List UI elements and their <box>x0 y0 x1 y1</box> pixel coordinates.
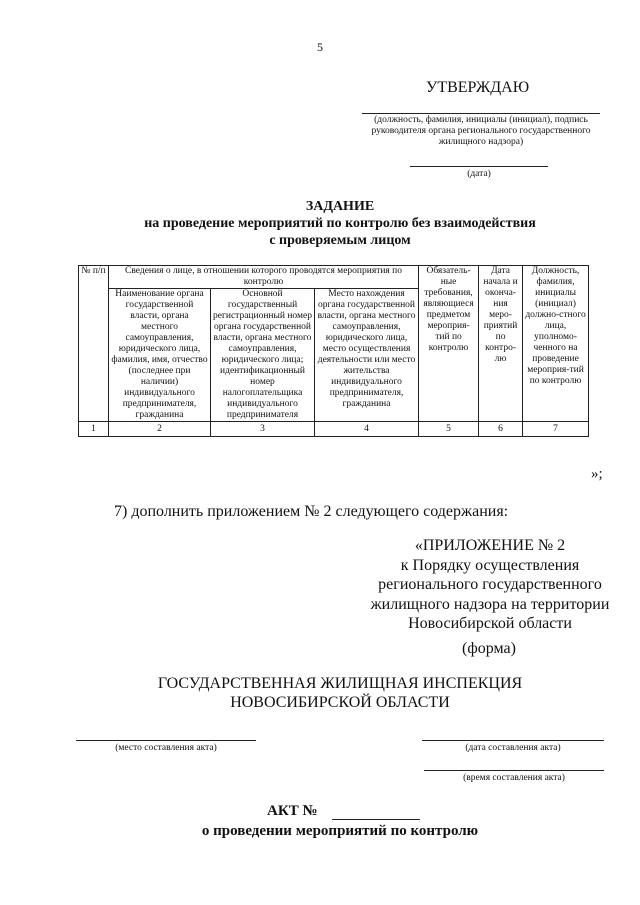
form-label: (форма) <box>462 640 516 657</box>
header-num: № п/п <box>79 266 109 422</box>
act-title: АКТ № <box>267 803 318 819</box>
col-number: 1 <box>79 422 109 437</box>
act-time-caption: (время составления акта) <box>463 773 565 783</box>
col-number: 4 <box>315 422 419 437</box>
col-number: 7 <box>523 422 589 437</box>
act-date-caption: (дата составления акта) <box>465 743 561 753</box>
subheader-registration: Основной государственный регистрационный номер органа государственной власти, органа местного самоуправления, юридического лица; идентификационный номер налогоплательщика индивидуального предпринимателя <box>211 289 315 422</box>
col-number: 6 <box>479 422 523 437</box>
appendix-title: «ПРИЛОЖЕНИЕ № 2 <box>414 537 566 554</box>
org-line-1: ГОСУДАРСТВЕННАЯ ЖИЛИЩНАЯ ИНСПЕКЦИЯ <box>157 675 523 692</box>
header-requirements: Обязатель-ные требования, являющиеся предметом мероприя-тий по контролю <box>419 266 479 422</box>
act-number-line <box>332 819 420 820</box>
header-info: Сведения о лице, в отношении которого проводятся мероприятия по контролю <box>109 266 419 289</box>
org-line-2: НОВОСИБИРСКОЙ ОБЛАСТИ <box>230 694 450 711</box>
header-official: Должность, фамилия, инициалы (инициал) должно-стного лица, уполномо-ченного на проведение мероприя-тий по контролю <box>523 266 589 422</box>
organization-name <box>100 674 580 712</box>
task-subtitle-1: на проведение мероприятий по контролю без взаимодействия <box>144 216 536 231</box>
table-header-row <box>79 266 589 289</box>
act-subtitle: о проведении мероприятий по контролю <box>201 823 479 839</box>
subheader-name: Наименование органа государственной власти, органа местного самоуправления, юридического лица, фамилия, имя, отчество (последнее при наличии) индивидуального предпринимателя, гражданина <box>109 289 211 422</box>
act-time-line <box>424 770 604 771</box>
date-line <box>410 166 548 167</box>
task-title: ЗАДАНИЕ <box>305 199 375 214</box>
col-number: 3 <box>211 422 315 437</box>
signature-line <box>362 113 600 114</box>
table-number-row <box>79 422 589 437</box>
appendix-line: Новосибирской области <box>408 615 572 632</box>
act-date-line <box>422 740 604 741</box>
act-place-caption: (место составления акта) <box>115 743 217 753</box>
table-end-mark: »; <box>591 466 603 482</box>
col-number: 2 <box>109 422 211 437</box>
date-caption: (дата) <box>467 169 491 179</box>
task-table <box>78 265 589 437</box>
appendix-line: регионального государственного <box>378 576 602 593</box>
col-number: 5 <box>419 422 479 437</box>
page-number: 5 <box>317 40 323 54</box>
appendix-block <box>366 536 614 634</box>
appendix-line: к Порядку осуществления <box>400 556 580 574</box>
paragraph-7: 7) дополнить приложением № 2 следующего содержания: <box>114 503 509 520</box>
appendix-line: жилищного надзора на территории <box>370 595 610 613</box>
subheader-location: Место нахождения органа государственной власти, органа местного самоуправления, юридического лица, место осуществления деятельности или место жительства индивидуального предпринимателя, гражданина <box>315 289 419 422</box>
task-subtitle-2: с проверяемым лицом <box>269 233 411 248</box>
header-dates: Дата начала и оконча-ния меро-приятий по контро-лю <box>479 266 523 422</box>
approve-title: УТВЕРЖДАЮ <box>426 79 530 96</box>
task-heading <box>60 198 620 249</box>
act-place-line <box>76 740 256 741</box>
signature-caption: (должность, фамилия, инициалы (инициал), подпись руководителя органа регионального государственного жилищного надзора) <box>371 115 591 147</box>
